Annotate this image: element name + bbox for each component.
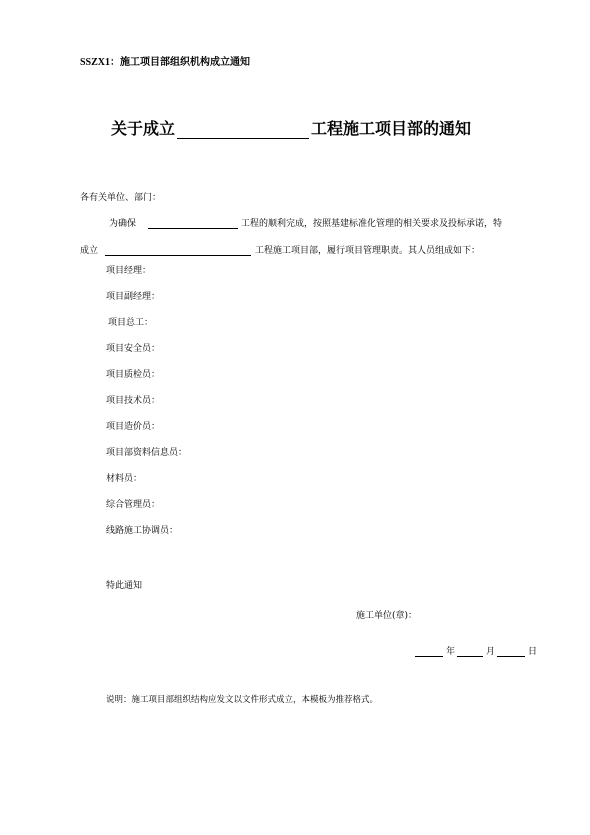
role-chief-engineer: 项目总工： [108,318,154,328]
title-prefix: 关于成立 [111,119,176,138]
role-line-coordinator: 线路施工协调员： [106,526,179,536]
paragraph-1-prefix: 为确保 [109,219,137,229]
paragraph-1-suffix: 工程的顺利完成，按照基建标准化管理的相关要求及投标承诺，特 [241,219,503,229]
role-materials-officer: 材料员： [106,474,143,484]
role-project-manager: 项目经理： [106,266,152,276]
title-suffix: 工程施工项目部的通知 [311,119,472,138]
role-technician: 项目技术员： [106,396,161,406]
month-label: 月 [486,647,496,657]
footnote: 说明：施工项目部组织结构应发文以文件形式成立，本模板为推荐格式。 [106,695,379,705]
project-name-blank-2[interactable] [105,243,251,256]
paragraph-2 [80,243,480,256]
closing-text: 特此通知 [106,581,143,591]
role-safety-officer: 项目安全员： [106,344,161,354]
year-blank[interactable] [415,644,443,657]
paragraph-1 [109,216,502,229]
day-label: 日 [528,647,538,657]
year-label: 年 [446,647,456,657]
role-quality-inspector: 项目质检员： [106,370,161,380]
month-blank[interactable] [457,644,483,657]
paragraph-2-prefix: 成立 [80,246,99,256]
addressee: 各有关单位、部门： [80,193,162,203]
role-information-officer: 项目部资料信息员： [106,448,188,458]
notice-title [111,116,471,139]
role-cost-estimator: 项目造价员： [106,422,161,432]
day-blank[interactable] [497,644,525,657]
form-code: SSZX1： [80,57,121,68]
role-deputy-manager: 项目副经理： [106,292,161,302]
form-title: 施工项目部组织机构成立通知 [120,57,251,68]
date-line [415,644,537,657]
project-name-blank-1[interactable] [148,216,238,229]
project-name-blank[interactable] [177,120,309,139]
paragraph-2-suffix: 工程施工项目部，履行项目管理职责。其人员组成如下： [255,246,481,256]
organization-seal-label: 施工单位(章)： [356,611,418,621]
role-general-administrator: 综合管理员： [106,500,161,510]
document-header [80,53,250,68]
